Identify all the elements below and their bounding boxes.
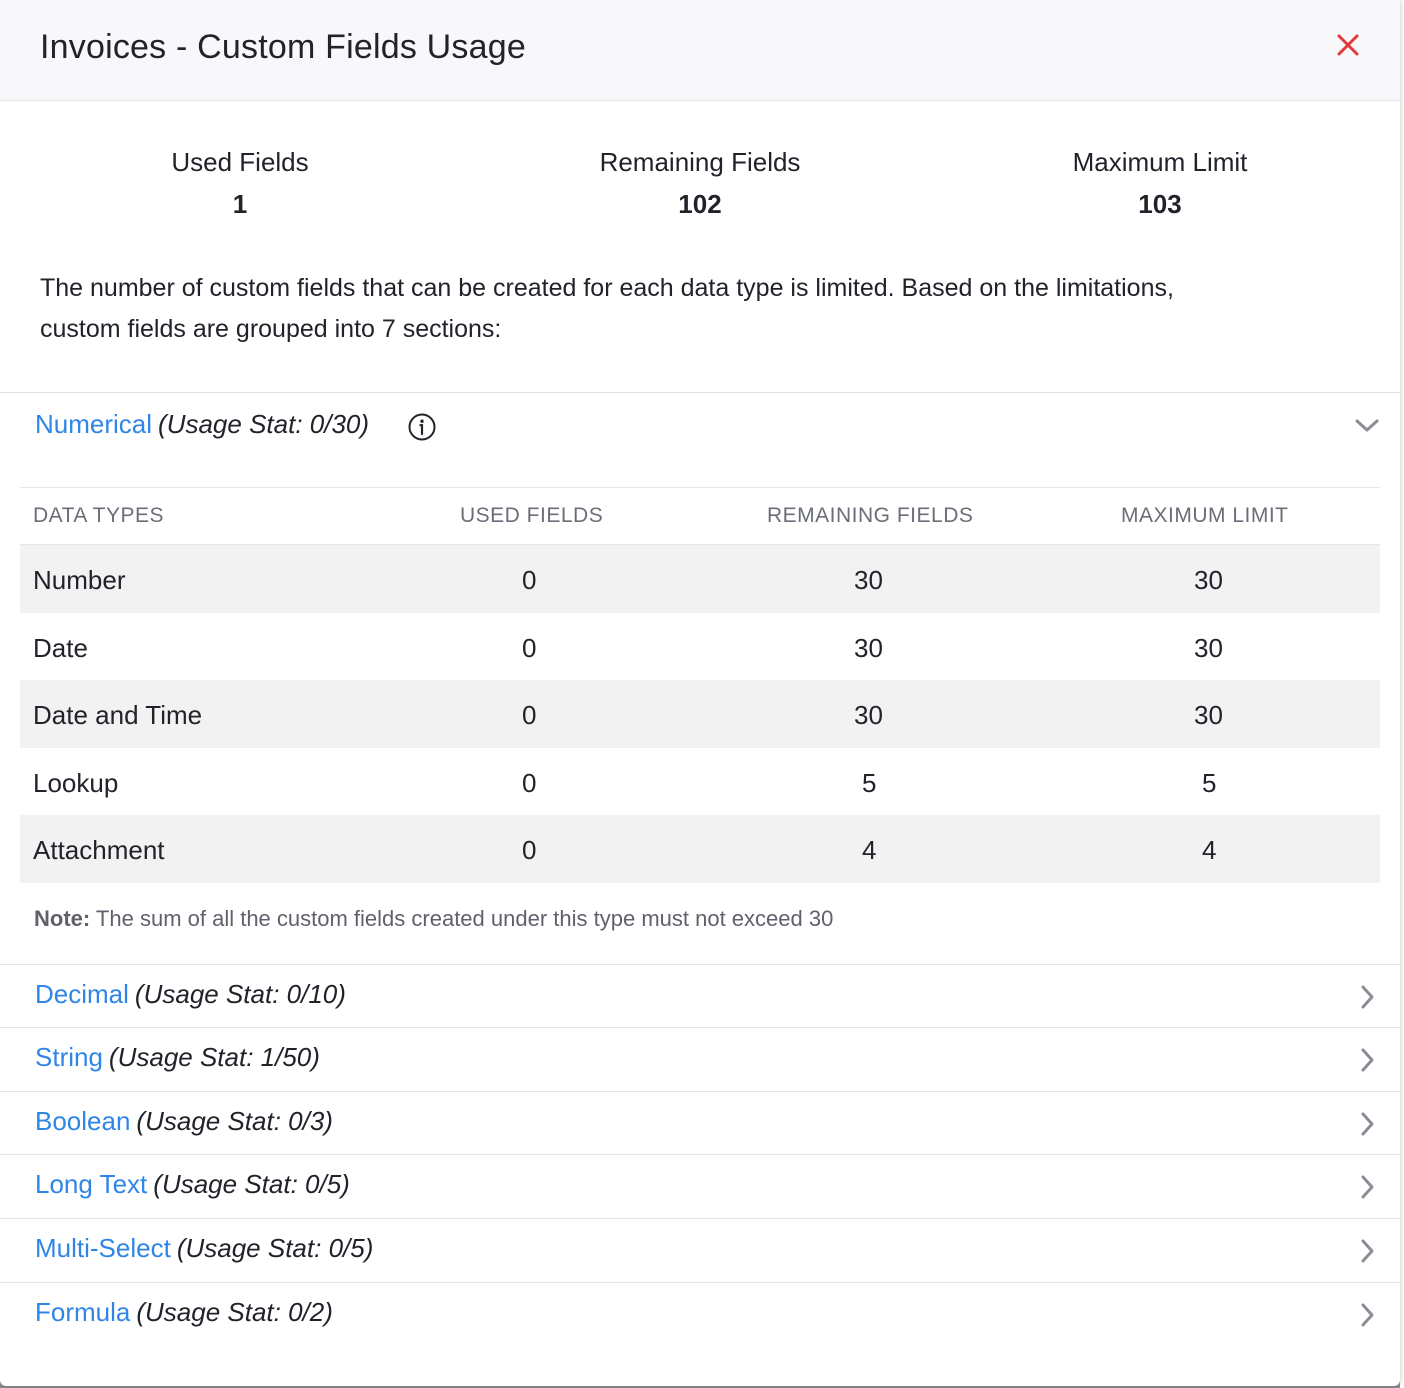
- modal-header: [0, 0, 1400, 101]
- section-stat: (Usage Stat: 0/3): [136, 1106, 333, 1136]
- cell-data-type: Date: [33, 632, 88, 663]
- chevron-right-icon: [1352, 982, 1382, 1012]
- section-numerical-title: [35, 409, 369, 440]
- cell-maximum: 30: [1194, 700, 1223, 731]
- cell-maximum: 5: [1202, 767, 1217, 798]
- cell-data-type: Number: [33, 565, 126, 595]
- remaining-fields-value: 102: [678, 189, 722, 219]
- backdrop: [1400, 0, 1404, 1388]
- section-stat: (Usage Stat: 0/5): [176, 1233, 374, 1263]
- section-string-header[interactable]: [0, 1028, 1400, 1091]
- chevron-right-icon: [1352, 1045, 1382, 1075]
- cell-remaining: 4: [862, 835, 877, 866]
- maximum-limit-stat: [1010, 140, 1310, 224]
- info-icon[interactable]: [407, 412, 437, 442]
- chevron-right-icon: [1352, 1236, 1382, 1266]
- column-header-data-types: DATA TYPES: [33, 504, 165, 527]
- section-stat: (Usage Stat: 0/5): [153, 1169, 350, 1199]
- cell-maximum: 4: [1202, 835, 1217, 866]
- column-header-used-fields: USED FIELDS: [460, 504, 604, 527]
- limits-description: [40, 268, 1360, 350]
- cell-remaining: 30: [854, 700, 883, 731]
- close-button[interactable]: [1330, 28, 1366, 64]
- used-fields-label: Used Fields: [171, 147, 309, 177]
- section-long-text-title: [35, 1169, 350, 1200]
- usage-summary: [0, 140, 1400, 230]
- section-numerical-header[interactable]: [0, 393, 1400, 456]
- table-row: [20, 545, 1380, 613]
- section-name: Long Text: [35, 1169, 148, 1199]
- section-decimal-header[interactable]: [0, 965, 1400, 1028]
- section-multi-select-header[interactable]: [0, 1219, 1400, 1282]
- numerical-limit-note: [34, 906, 833, 932]
- used-fields-stat: [90, 140, 390, 224]
- note-label: Note:: [34, 906, 91, 931]
- cell-used: 0: [522, 767, 537, 798]
- cell-used: 0: [522, 700, 537, 731]
- section-stat: (Usage Stat: 0/10): [134, 979, 346, 1009]
- modal-title: Invoices - Custom Fields Usage: [40, 28, 526, 66]
- section-name: String: [35, 1042, 103, 1072]
- cell-remaining: 30: [854, 565, 883, 595]
- table-row: [20, 680, 1380, 748]
- chevron-right-icon: [1352, 1109, 1382, 1139]
- chevron-right-icon: [1352, 1172, 1382, 1202]
- section-formula-header[interactable]: [0, 1283, 1400, 1346]
- column-header-remaining-fields: REMAINING FIELDS: [767, 504, 974, 527]
- section-name: Formula: [35, 1297, 131, 1327]
- cell-maximum: 30: [1194, 632, 1223, 663]
- cell-used: 0: [522, 632, 537, 663]
- description-line-1: The number of custom fields that can be created for each data type is limited. Based on the limitations,: [40, 274, 1174, 302]
- section-name: Decimal: [35, 979, 129, 1009]
- chevron-down-icon: [1352, 411, 1382, 441]
- section-name: Multi-Select: [35, 1233, 171, 1263]
- note-text: The sum of all the custom fields created under this type must not exceed 30: [90, 906, 834, 931]
- maximum-limit-label: Maximum Limit: [1072, 147, 1248, 177]
- table-row: [20, 748, 1380, 816]
- section-boolean-title: [35, 1106, 333, 1137]
- section-decimal-title: [35, 979, 346, 1010]
- section-long-text-header[interactable]: [0, 1155, 1400, 1218]
- cell-remaining: 30: [854, 632, 883, 663]
- used-fields-value: 1: [232, 189, 248, 219]
- chevron-right-icon: [1352, 1300, 1382, 1330]
- section-stat: (Usage Stat: 0/2): [136, 1297, 333, 1327]
- section-stat: (Usage Stat: 1/50): [108, 1042, 320, 1072]
- table-header: [20, 487, 1380, 545]
- column-header-maximum-limit: MAXIMUM LIMIT: [1121, 504, 1289, 527]
- cell-data-type: Date and Time: [33, 700, 203, 731]
- description-line-2: custom fields are grouped into 7 sections:: [40, 315, 502, 343]
- cell-data-type: Attachment: [33, 835, 165, 866]
- table-row: [20, 613, 1380, 681]
- cell-data-type: Lookup: [33, 767, 119, 798]
- section-formula-title: [35, 1297, 333, 1328]
- section-boolean-header[interactable]: [0, 1092, 1400, 1155]
- section-numerical-name: Numerical: [35, 409, 153, 439]
- remaining-fields-label: Remaining Fields: [599, 147, 801, 177]
- section-numerical-stat: (Usage Stat: 0/30): [158, 409, 370, 439]
- numerical-data-types-table: [20, 487, 1380, 883]
- close-icon: [1330, 28, 1366, 64]
- cell-used: 0: [522, 835, 537, 866]
- cell-maximum: 30: [1194, 565, 1223, 595]
- section-name: Boolean: [35, 1106, 131, 1136]
- remaining-fields-stat: [550, 140, 850, 224]
- section-string-title: [35, 1042, 320, 1073]
- cell-remaining: 5: [862, 767, 877, 798]
- maximum-limit-value: 103: [1138, 189, 1182, 219]
- section-multi-select-title: [35, 1233, 373, 1264]
- table-row: [20, 815, 1380, 883]
- cell-used: 0: [522, 565, 537, 595]
